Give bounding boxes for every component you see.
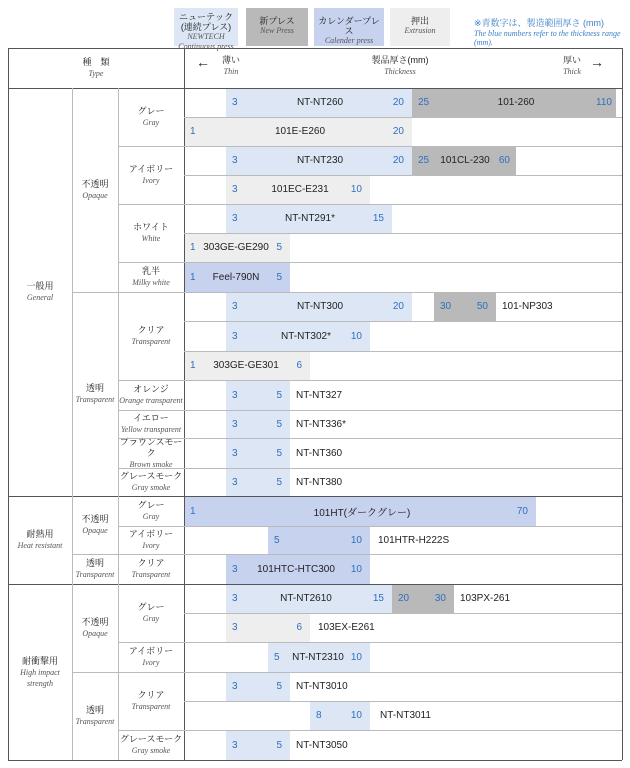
thickness-max: 5 bbox=[276, 447, 282, 459]
product-name: NT-NT327 bbox=[296, 389, 343, 401]
color-brown-smoke bbox=[118, 438, 184, 468]
color-ivory bbox=[118, 526, 184, 554]
thickness-max: 5 bbox=[276, 476, 282, 488]
thickness-min: 1 bbox=[190, 505, 196, 517]
grid-line bbox=[118, 642, 622, 643]
grid-line bbox=[184, 233, 622, 234]
grid-line bbox=[72, 292, 622, 293]
grid-line bbox=[118, 380, 622, 381]
color-label-jp: ブラウンスモーク bbox=[119, 436, 183, 458]
thickness-min: 3 bbox=[232, 301, 238, 312]
color-label-jp: グレースモーク bbox=[119, 471, 183, 481]
color-label-jp: オレンジ bbox=[133, 384, 169, 394]
grid-line bbox=[622, 48, 623, 760]
thickness-min: 1 bbox=[190, 126, 196, 137]
group-label-jp: 一般用 bbox=[26, 281, 54, 291]
color-clear bbox=[118, 672, 184, 730]
color-label-jp: アイボリー bbox=[128, 646, 174, 656]
color-label-en: Brown smoke bbox=[129, 459, 173, 469]
product-row bbox=[184, 88, 622, 117]
thickness-max: 10 bbox=[350, 534, 362, 546]
color-label-jp: クリア bbox=[137, 325, 165, 335]
product-name: NT-NT260 bbox=[296, 97, 344, 108]
product-name: 101HT(ダークグレー) bbox=[313, 507, 411, 519]
header-thin bbox=[218, 55, 244, 77]
product-name: NT-NT336* bbox=[296, 418, 347, 430]
thickness-min: 25 bbox=[418, 155, 430, 166]
grid-line bbox=[8, 48, 9, 760]
product-name: NT-NT300 bbox=[296, 301, 344, 312]
thickness-min: 3 bbox=[232, 476, 238, 488]
thickness-max: 5 bbox=[276, 271, 282, 283]
legend-newpress-en: New Press bbox=[260, 26, 294, 35]
color-label-jp: アイボリー bbox=[128, 529, 174, 539]
thickness-min: 3 bbox=[232, 213, 238, 224]
thickness-min: 3 bbox=[232, 330, 238, 342]
header-thick bbox=[558, 55, 586, 77]
product-row bbox=[184, 730, 622, 760]
product-row bbox=[184, 438, 622, 468]
product-row bbox=[184, 613, 622, 642]
grid-line bbox=[118, 146, 622, 147]
subgroup-label-jp: 不透明 bbox=[81, 179, 109, 189]
color-label-en: White bbox=[141, 234, 161, 243]
product-row bbox=[184, 175, 622, 204]
color-label-en: Yellow transparent bbox=[120, 425, 182, 434]
product-row bbox=[184, 380, 622, 410]
group-general bbox=[8, 88, 72, 496]
product-name: NT-NT2610 bbox=[280, 593, 332, 604]
color-ivory bbox=[118, 146, 184, 204]
header-thick-en: Thick bbox=[563, 67, 581, 76]
header-thickness bbox=[350, 55, 450, 77]
header-type bbox=[8, 48, 184, 88]
product-row bbox=[184, 292, 622, 321]
color-label-jp: グレー bbox=[137, 106, 165, 116]
grid-line bbox=[118, 262, 622, 263]
thickness-min: 25 bbox=[418, 97, 430, 108]
product-name: 101CL-230 bbox=[440, 155, 490, 166]
product-name: NT-NT302* bbox=[280, 330, 332, 342]
color-label-en: Transparent bbox=[131, 337, 171, 346]
color-label-en: Ivory bbox=[142, 658, 160, 667]
thickness-max: 15 bbox=[372, 593, 384, 604]
note-en: The blue numbers refer to the thickness range (mm). bbox=[474, 29, 621, 47]
thickness-max: 15 bbox=[372, 213, 384, 224]
product-row bbox=[184, 262, 622, 292]
color-label-en: Milky white bbox=[132, 278, 170, 287]
subgroup-label-en: Transparent bbox=[75, 717, 115, 726]
grid-line bbox=[8, 760, 622, 761]
grid-line bbox=[72, 554, 622, 555]
product-row bbox=[184, 233, 622, 262]
grid-line bbox=[72, 88, 73, 760]
product-name: 103PX-261 bbox=[460, 593, 511, 604]
header-type-en: Type bbox=[88, 69, 104, 78]
color-label-en: Transparent bbox=[131, 570, 171, 579]
subgroup-label-jp: 不透明 bbox=[81, 617, 109, 627]
thickness-min: 3 bbox=[232, 622, 238, 633]
thickness-max: 10 bbox=[350, 563, 362, 575]
product-row bbox=[184, 468, 622, 496]
color-label-jp: グレー bbox=[137, 500, 165, 510]
subgroup-label-jp: 透明 bbox=[85, 383, 104, 393]
color-label-en: Gray smoke bbox=[131, 746, 171, 755]
product-row bbox=[184, 672, 622, 701]
color-clear bbox=[118, 554, 184, 584]
thickness-min: 1 bbox=[190, 242, 196, 253]
legend-extrusion bbox=[390, 8, 450, 46]
product-row bbox=[184, 351, 622, 380]
legend-calender-en: Calender press bbox=[324, 36, 374, 45]
product-name: 303GE-GE290 bbox=[203, 242, 269, 253]
grid-line bbox=[184, 613, 622, 614]
color-gray-smoke bbox=[118, 468, 184, 496]
legend-newtech bbox=[174, 8, 238, 51]
subgroup-label-jp: 透明 bbox=[85, 558, 104, 568]
grid-line bbox=[118, 204, 622, 205]
legend-newtech-jp: ニューテック bbox=[178, 12, 233, 22]
subgroup-transparent bbox=[72, 672, 118, 760]
subgroup-opaque bbox=[72, 584, 118, 672]
color-label-jp: イエロー bbox=[133, 413, 169, 423]
color-label-en: Gray bbox=[142, 118, 160, 127]
thickness-min: 3 bbox=[232, 155, 238, 166]
product-name: NT-NT3050 bbox=[296, 739, 348, 751]
subgroup-label-jp: 不透明 bbox=[81, 514, 109, 524]
thickness-max: 20 bbox=[392, 97, 404, 108]
color-milky-white bbox=[118, 262, 184, 292]
product-row bbox=[184, 584, 622, 613]
product-name: NT-NT291* bbox=[284, 213, 336, 224]
color-ivory bbox=[118, 642, 184, 672]
header-thin-jp: 薄い bbox=[221, 55, 240, 65]
grid-line bbox=[8, 496, 622, 497]
thickness-max: 5 bbox=[276, 739, 282, 751]
product-name: NT-NT380 bbox=[296, 476, 343, 488]
grid-line bbox=[118, 526, 622, 527]
header-thickness-en: Thickness bbox=[384, 67, 416, 76]
note-jp: ※青数字は、製造範囲厚さ (mm) bbox=[474, 18, 605, 28]
product-row bbox=[184, 321, 622, 351]
subgroup-transparent bbox=[72, 554, 118, 584]
group-label-jp: 耐熱用 bbox=[26, 529, 54, 539]
thickness-min: 3 bbox=[232, 389, 238, 401]
subgroup-label-en: Opaque bbox=[82, 191, 108, 200]
thickness-min: 5 bbox=[274, 651, 280, 663]
grid-line bbox=[184, 351, 622, 352]
thickness-max: 5 bbox=[276, 418, 282, 430]
header-thickness-jp: 製品厚さ(mm) bbox=[371, 55, 429, 65]
group-label-en: General bbox=[26, 293, 54, 302]
color-gray-smoke bbox=[118, 730, 184, 760]
product-name: 101E-E260 bbox=[274, 126, 326, 137]
product-name: NT-NT2310 bbox=[292, 651, 344, 663]
product-name: 101HTC-HTC300 bbox=[257, 563, 335, 575]
product-row bbox=[184, 204, 622, 233]
thickness-min: 3 bbox=[232, 563, 238, 575]
color-label-jp: アイボリー bbox=[128, 164, 174, 174]
thickness-min: 1 bbox=[190, 360, 196, 371]
subgroup-label-en: Opaque bbox=[82, 629, 108, 638]
product-row bbox=[184, 554, 622, 584]
grid-line bbox=[118, 88, 119, 760]
product-name: 101EC-E231 bbox=[271, 184, 329, 195]
color-label-en: Gray bbox=[142, 614, 160, 623]
color-label-en: Ivory bbox=[142, 176, 160, 185]
color-label-jp: ホワイト bbox=[133, 222, 169, 232]
subgroup-label-en: Transparent bbox=[75, 395, 115, 404]
legend-newpress-jp: 新プレス bbox=[259, 16, 295, 26]
thickness-max: 20 bbox=[392, 301, 404, 312]
grid-line bbox=[184, 175, 622, 176]
product-name: NT-NT3011 bbox=[380, 710, 431, 721]
arrow-right-icon: → bbox=[590, 54, 604, 70]
thickness-max: 5 bbox=[276, 681, 282, 692]
product-row bbox=[184, 496, 622, 526]
thickness-max: 70 bbox=[516, 505, 528, 517]
thickness-max: 110 bbox=[596, 97, 612, 108]
thickness-note bbox=[474, 16, 624, 47]
grid-line bbox=[184, 321, 622, 322]
group-label-en: High impact strength bbox=[20, 667, 60, 688]
product-name: 303GE-GE301 bbox=[213, 360, 279, 371]
thickness-max: 6 bbox=[296, 360, 302, 371]
grid-line bbox=[184, 701, 622, 702]
group-high-impact bbox=[8, 584, 72, 760]
grid-line bbox=[118, 468, 622, 469]
thickness-max: 10 bbox=[350, 651, 362, 663]
color-label-jp: グレースモーク bbox=[119, 734, 183, 744]
subgroup-opaque bbox=[72, 496, 118, 554]
product-name: 101HTR-H222S bbox=[378, 534, 450, 546]
thickness-min: 30 bbox=[440, 301, 452, 312]
arrow-left-icon: ← bbox=[196, 54, 210, 70]
grid-line bbox=[184, 48, 185, 760]
grid-line bbox=[72, 672, 622, 673]
thickness-max: 20 bbox=[392, 126, 404, 137]
thickness-max: 10 bbox=[350, 184, 362, 195]
subgroup-opaque bbox=[72, 88, 118, 292]
color-label-jp: 乳半 bbox=[141, 266, 160, 276]
product-row bbox=[184, 642, 622, 672]
color-gray bbox=[118, 88, 184, 146]
subgroup-transparent bbox=[72, 292, 118, 496]
product-name: 101-260 bbox=[497, 97, 535, 108]
subgroup-label-jp: 透明 bbox=[85, 705, 104, 715]
thickness-min: 3 bbox=[232, 418, 238, 430]
thickness-min: 3 bbox=[232, 739, 238, 751]
product-name: Feel-790N bbox=[212, 271, 260, 283]
color-yellow bbox=[118, 410, 184, 438]
subgroup-label-en: Opaque bbox=[82, 526, 108, 535]
header-type-jp: 種 類 bbox=[82, 57, 110, 67]
thickness-max: 10 bbox=[350, 330, 362, 342]
color-label-jp: グレー bbox=[137, 602, 165, 612]
product-row bbox=[184, 146, 622, 175]
color-label-jp: クリア bbox=[137, 690, 165, 700]
group-heat-resistant bbox=[8, 496, 72, 584]
thickness-min: 8 bbox=[316, 710, 322, 721]
color-label-en: Ivory bbox=[142, 541, 160, 550]
color-label-en: Gray smoke bbox=[131, 483, 171, 492]
thickness-max: 20 bbox=[392, 155, 404, 166]
color-clear bbox=[118, 292, 184, 380]
legend-calender bbox=[314, 8, 384, 46]
thickness-min: 20 bbox=[398, 593, 410, 604]
product-row bbox=[184, 701, 622, 730]
grid-line bbox=[118, 730, 622, 731]
header-thin-en: Thin bbox=[223, 67, 239, 76]
color-label-jp: クリア bbox=[137, 558, 165, 568]
group-label-jp: 耐衝撃用 bbox=[21, 655, 58, 666]
thickness-max: 30 bbox=[434, 593, 446, 604]
thickness-min: 3 bbox=[232, 97, 238, 108]
thickness-min: 3 bbox=[232, 447, 238, 459]
thickness-max: 10 bbox=[350, 710, 362, 721]
grid-line bbox=[118, 410, 622, 411]
legend-extrusion-jp: 押出 bbox=[410, 16, 429, 26]
header-thick-jp: 厚い bbox=[562, 55, 581, 65]
color-orange bbox=[118, 380, 184, 410]
grid-line bbox=[8, 48, 622, 49]
grid-line bbox=[184, 117, 622, 118]
product-name: NT-NT3010 bbox=[296, 681, 348, 692]
color-label-en: Transparent bbox=[131, 702, 171, 711]
thickness-min: 1 bbox=[190, 271, 196, 283]
group-label-en: Heat resistant bbox=[17, 541, 63, 550]
color-white bbox=[118, 204, 184, 262]
product-name: NT-NT360 bbox=[296, 447, 343, 459]
color-gray bbox=[118, 496, 184, 526]
color-gray bbox=[118, 584, 184, 642]
grid-line bbox=[118, 438, 622, 439]
color-label-en: Gray bbox=[142, 512, 160, 521]
thickness-max: 60 bbox=[498, 155, 510, 166]
grid-line bbox=[8, 584, 622, 585]
thickness-max: 6 bbox=[296, 622, 302, 633]
product-name: 103EX-E261 bbox=[318, 622, 375, 633]
grid-line bbox=[8, 88, 622, 89]
product-row bbox=[184, 410, 622, 438]
thickness-max: 5 bbox=[276, 242, 282, 253]
legend-newtech-en: NEWTECH bbox=[187, 32, 225, 41]
thickness-min: 3 bbox=[232, 681, 238, 692]
product-row bbox=[184, 117, 622, 146]
thickness-max: 50 bbox=[476, 301, 488, 312]
product-row bbox=[184, 526, 622, 554]
subgroup-label-en: Transparent bbox=[75, 570, 115, 579]
thickness-min: 3 bbox=[232, 593, 238, 604]
legend-extrusion-en: Extrusion bbox=[404, 26, 436, 35]
legend-newpress bbox=[246, 8, 308, 46]
product-name: 101-NP303 bbox=[502, 301, 553, 312]
product-name: NT-NT230 bbox=[296, 155, 344, 166]
thickness-min: 3 bbox=[232, 184, 238, 195]
legend-calender-jp: カレンダープレス bbox=[318, 16, 380, 36]
thickness-max: 5 bbox=[276, 389, 282, 401]
color-label-en: Orange transparent bbox=[119, 396, 183, 405]
legend-newtech-jp2: (連続プレス) bbox=[180, 22, 232, 32]
thickness-min: 5 bbox=[274, 534, 280, 546]
legend-newtech-en2: Continuous press bbox=[178, 42, 234, 51]
